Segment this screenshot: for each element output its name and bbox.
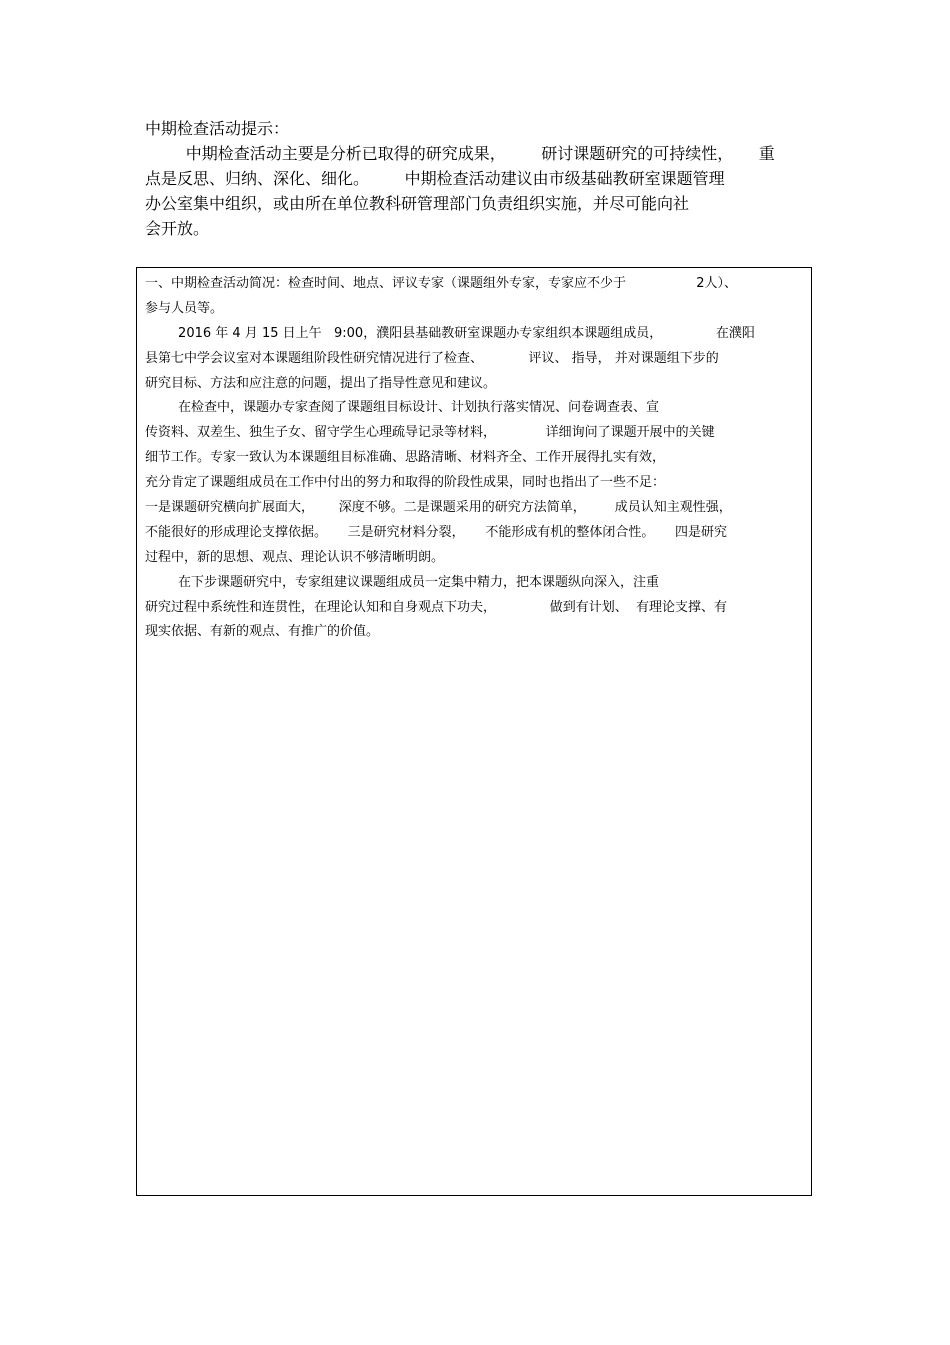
report-paragraph-line: 充分肯定了课题组成员在工作中付出的努力和取得的阶段性成果，同时也指出了一些不足：	[145, 475, 666, 491]
hint-line: 办公室集中组织，或由所在单位教科研管理部门负责组织实施，并尽可能向社	[145, 194, 690, 213]
report-paragraph-line: 传资料、双差生、独生子女、留守学生心理疏导记录等材料， 详细询问了课题开展中的关键	[145, 425, 715, 441]
report-paragraph-line: 一是课题研究横向扩展面大， 深度不够。二是课题采用的研究方法简单， 成员认知主观性强，	[145, 500, 732, 516]
report-paragraph-line: 在检查中，课题办专家查阅了课题组目标设计、计划执行落实情况、问卷调查表、宣	[145, 400, 660, 416]
report-paragraph-line: 现实依据、有新的观点、有推广的价值。	[145, 624, 380, 640]
report-paragraph-line: 在下步课题研究中，专家组建议课题组成员一定集中精力，把本课题纵向深入，注重	[145, 574, 660, 590]
hint-line: 点是反思、归纳、深化、细化。 中期检查活动建议由市级基础教研室课题管理	[145, 169, 725, 188]
hint-line: 会开放。	[145, 219, 210, 238]
report-heading-line: 参与人员等。	[145, 300, 224, 316]
report-box	[136, 267, 812, 1196]
report-paragraph-line: 不能很好的形成理论支撑依据。 三是研究材料分裂， 不能形成有机的整体闭合性。 四是研究	[145, 524, 727, 540]
activity-hint-section	[145, 116, 815, 241]
report-heading-line: 一、中期检查活动简况：检查时间、地点、评议专家（课题组外专家，专家应不少于 2人）、	[145, 276, 738, 291]
report-paragraph-line: 县第七中学会议室对本课题组阶段性研究情况进行了检查、 评议、 指导， 并对课题组下步的	[145, 350, 719, 366]
hint-title: 中期检查活动提示：	[145, 119, 290, 138]
report-text	[145, 272, 805, 645]
report-paragraph-line: 过程中，新的思想、观点、理论认识不够清晰明朗。	[145, 549, 445, 565]
report-paragraph-line: 研究目标、方法和应注意的问题，提出了指导性意见和建议。	[145, 375, 497, 391]
hint-line: 中期检查活动主要是分析已取得的研究成果， 研讨课题研究的可持续性， 重	[145, 144, 775, 163]
report-paragraph-line: 细节工作。专家一致认为本课题组目标准确、思路清晰、材料齐全、工作开展得扎实有效，	[145, 450, 666, 466]
report-paragraph-line: 研究过程中系统性和连贯性，在理论认知和自身观点下功夫， 做到有计划、 有理论支撑、有	[145, 599, 727, 615]
report-paragraph-line: 2016 年 4 月 15 日上午 9:00，濮阳县基础教研室课题办专家组织本课题组成员， 在濮阳	[145, 325, 755, 341]
